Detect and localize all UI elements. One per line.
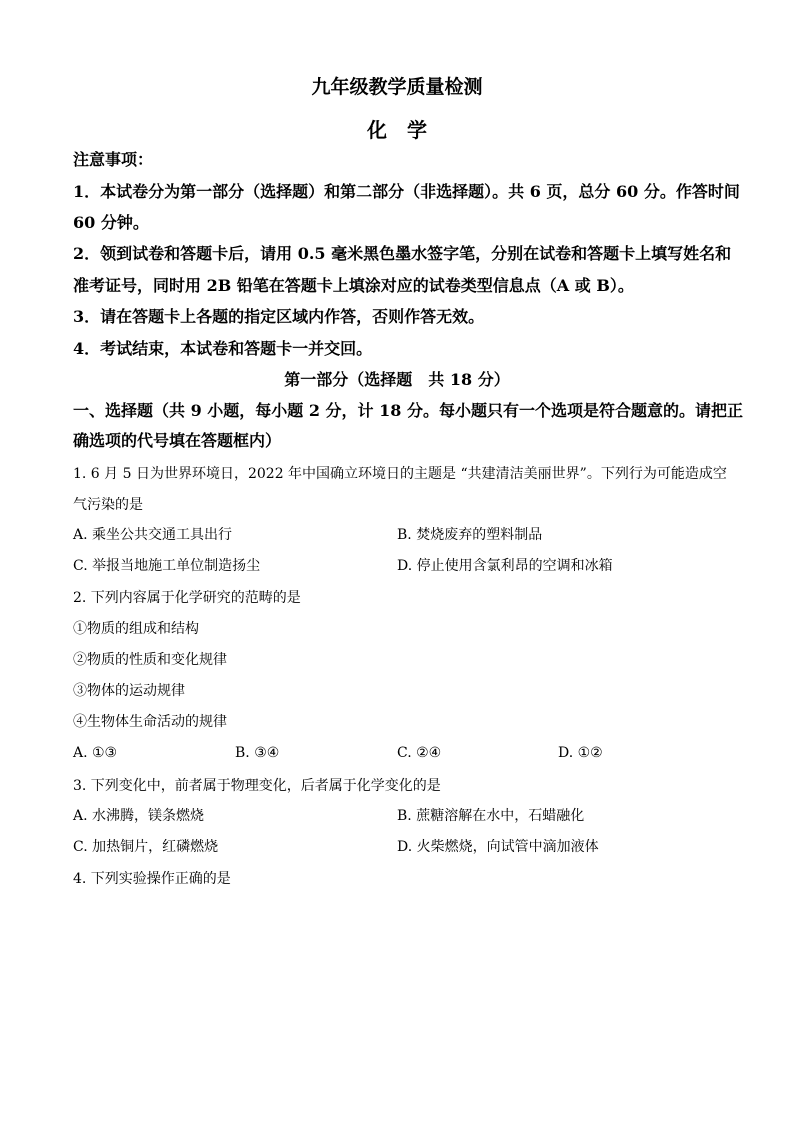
subject-title: 化 学: [367, 118, 427, 142]
notes-item-1-line-1: 1．本试卷分为第一部分（选择题）和第二部分（非选择题）。共 6 页，总分 60 分。作答时间: [73, 182, 740, 201]
q2-option-c: C. ②④: [397, 745, 442, 761]
q3-option-d: D. 火柴燃烧，向试管中滴加液体: [397, 839, 599, 855]
notes-item-3: 3．请在答题卡上各题的指定区域内作答，否则作答无效。: [73, 307, 485, 326]
part1-heading: 第一部分（选择题 共 18 分）: [284, 370, 510, 389]
notes-item-4: 4．考试结束，本试卷和答题卡一并交回。: [73, 339, 373, 358]
q1-option-c: C. 举报当地施工单位制造扬尘: [73, 558, 261, 574]
exam-title: 九年级教学质量检测: [311, 76, 483, 98]
q1-option-a: A. 乘坐公共交通工具出行: [73, 527, 233, 543]
q1-stem-line-2: 气污染的是: [73, 497, 143, 513]
q3-option-c: C. 加热铜片，红磷燃烧: [73, 839, 219, 855]
q2-option-a: A. ①③: [73, 745, 118, 761]
part1-instruction-line-2: 确选项的代号填在答题框内）: [73, 431, 282, 450]
notes-heading: 注意事项：: [73, 150, 154, 169]
notes-item-2-line-1: 2．领到试卷和答题卡后，请用 0.5 毫米黑色墨水签字笔，分别在试卷和答题卡上填写姓名和: [73, 244, 732, 263]
q3-option-a: A. 水沸腾，镁条燃烧: [73, 808, 205, 824]
q2-option-b: B. ③④: [235, 745, 280, 761]
notes-item-1-line-2: 60 分钟。: [73, 213, 149, 232]
notes-item-2-line-2: 准考证号，同时用 2B 铅笔在答题卡上填涂对应的试卷类型信息点（A 或 B）。: [73, 276, 634, 295]
q3-option-b: B. 蔗糖溶解在水中，石蜡融化: [397, 808, 585, 824]
q2-item-2: ②物质的性质和变化规律: [73, 652, 227, 668]
q3-stem: 3. 下列变化中，前者属于物理变化，后者属于化学变化的是: [73, 778, 441, 794]
q4-stem: 4. 下列实验操作正确的是: [73, 871, 231, 887]
q1-option-b: B. 焚烧废弃的塑料制品: [397, 527, 543, 543]
part1-instruction-line-1: 一、选择题（共 9 小题，每小题 2 分，计 18 分。每小题只有一个选项是符合题意的。请把正: [73, 401, 743, 420]
q2-item-1: ①物质的组成和结构: [73, 621, 199, 637]
q1-option-d: D. 停止使用含氯利昂的空调和冰箱: [397, 558, 613, 574]
q2-item-4: ④生物体生命活动的规律: [73, 714, 227, 730]
q2-item-3: ③物体的运动规律: [73, 683, 185, 699]
q2-stem: 2. 下列内容属于化学研究的范畴的是: [73, 590, 301, 606]
q2-option-d: D. ①②: [558, 745, 603, 761]
q1-stem-line-1: 1. 6 月 5 日为世界环境日，2022 年中国确立环境日的主题是 “共建清洁美丽世界”。下列行为可能造成空: [73, 466, 727, 482]
